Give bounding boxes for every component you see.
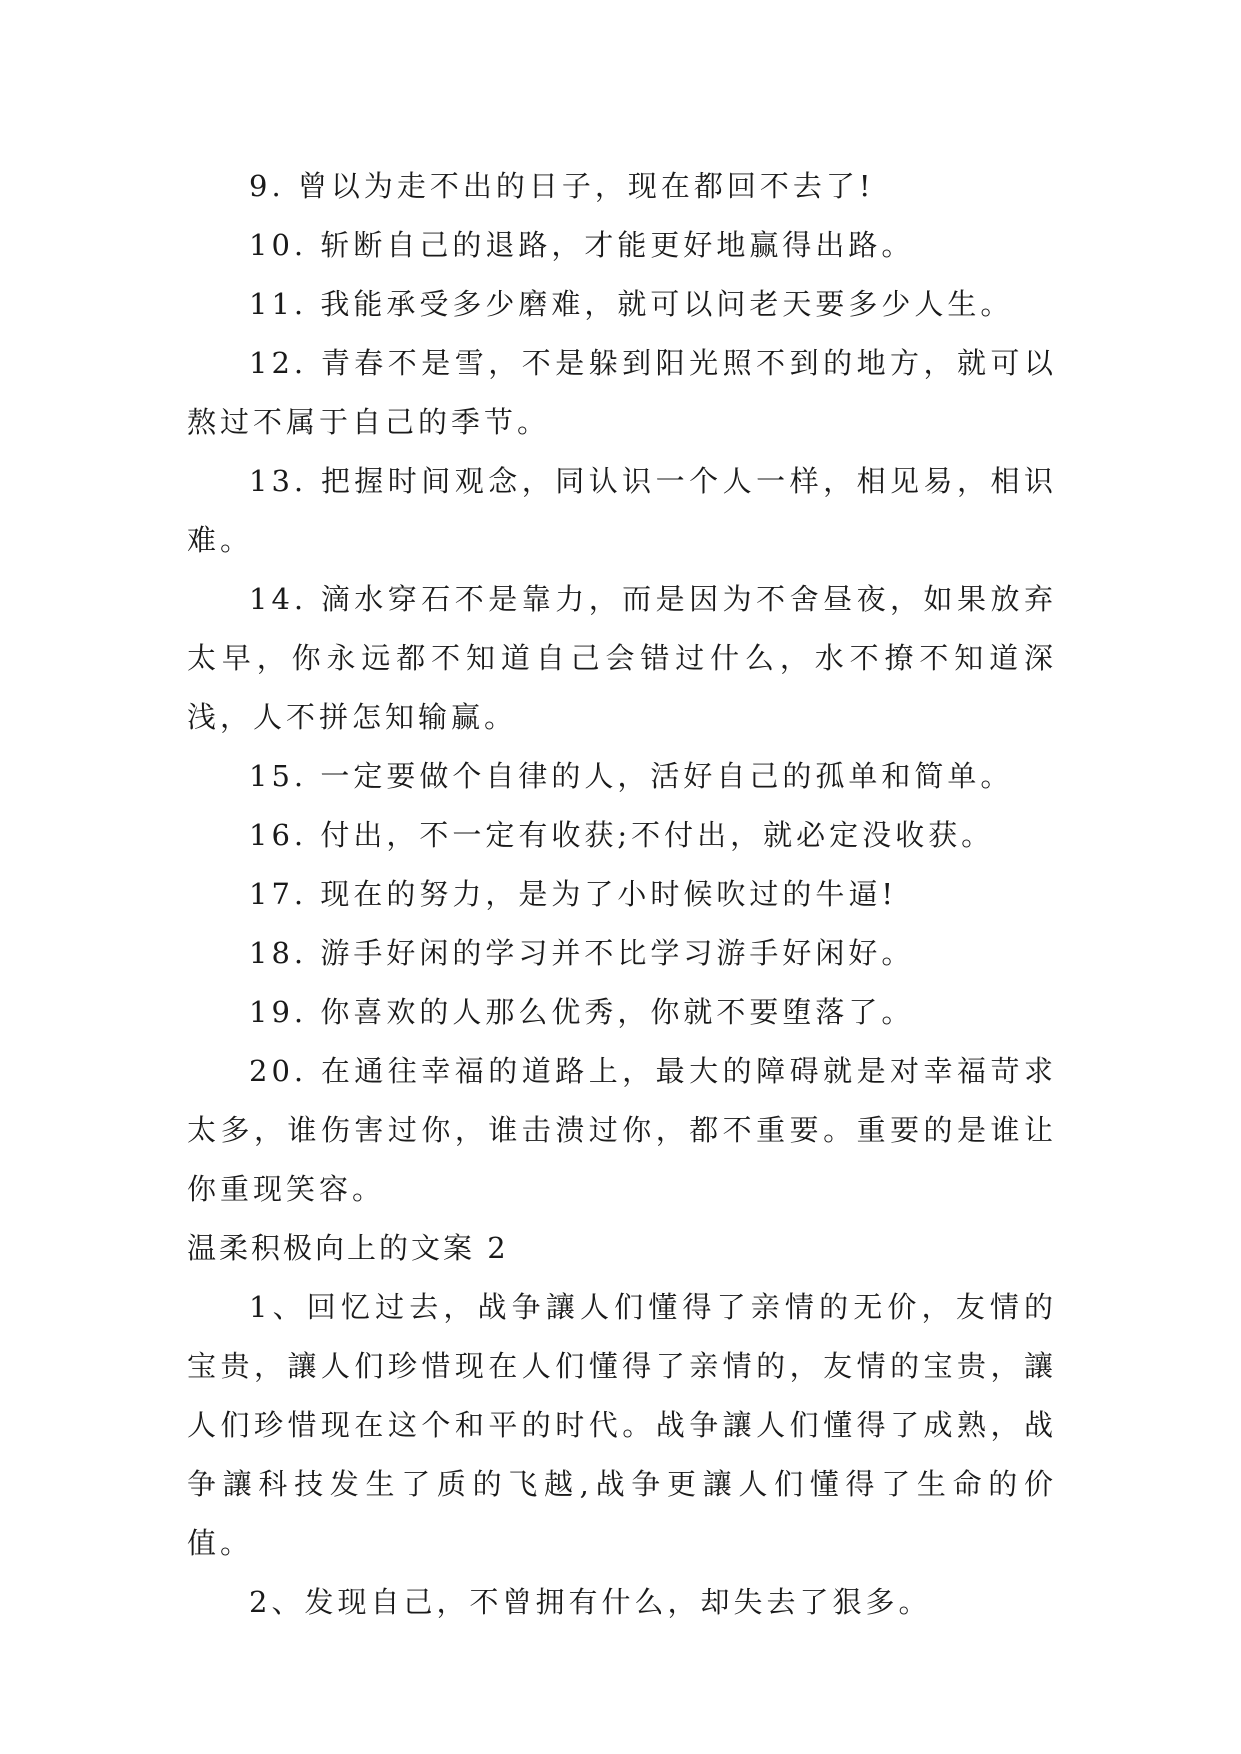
list-item: 20. 在通往幸福的道路上，最大的障碍就是对幸福苛求太多，谁伤害过你，谁击溃过你，都不重要。重要的是谁让你重现笑容。 xyxy=(187,1054,1057,1206)
section-heading: 温柔积极向上的文案 2 xyxy=(187,1231,509,1265)
list-item: 17. 现在的努力，是为了小时候吹过的牛逼! xyxy=(249,877,897,911)
list-item: 14. 滴水穿石不是靠力，而是因为不舍昼夜，如果放弃太早，你永远都不知道自己会错过什么，水不撩不知道深浅，人不拼怎知输赢。 xyxy=(187,582,1057,734)
list-item: 18. 游手好闲的学习并不比学习游手好闲好。 xyxy=(249,936,915,970)
list-item: 15. 一定要做个自律的人，活好自己的孤单和简单。 xyxy=(249,759,1014,793)
list-item: 19. 你喜欢的人那么优秀，你就不要堕落了。 xyxy=(249,995,915,1029)
list-item: 16. 付出，不一定有收获;不付出，就必定没收获。 xyxy=(249,818,995,852)
document-body xyxy=(187,157,1057,1632)
list-item: 10. 斩断自己的退路，才能更好地赢得出路。 xyxy=(249,228,915,262)
list-item: 13. 把握时间观念，同认识一个人一样，相见易，相识难。 xyxy=(187,464,1057,557)
list-item: 11. 我能承受多少磨难，就可以问老天要多少人生。 xyxy=(249,287,1014,321)
list-item: 2、发现自己，不曾拥有什么，却失去了狠多。 xyxy=(249,1585,932,1619)
list-item: 9. 曾以为走不出的日子，现在都回不去了! xyxy=(249,169,875,203)
list-item: 1、回忆过去，战争讓人们懂得了亲情的无价，友情的宝贵，讓人们珍惜现在人们懂得了亲情的，友情的宝贵，讓人们珍惜现在这个和平的时代。战争讓人们懂得了成熟，战争讓科技发生了质的飞越,战争更讓人们懂得了生命的价值。 xyxy=(187,1290,1057,1560)
list-item: 12. 青春不是雪，不是躲到阳光照不到的地方，就可以熬过不属于自己的季节。 xyxy=(187,346,1057,439)
